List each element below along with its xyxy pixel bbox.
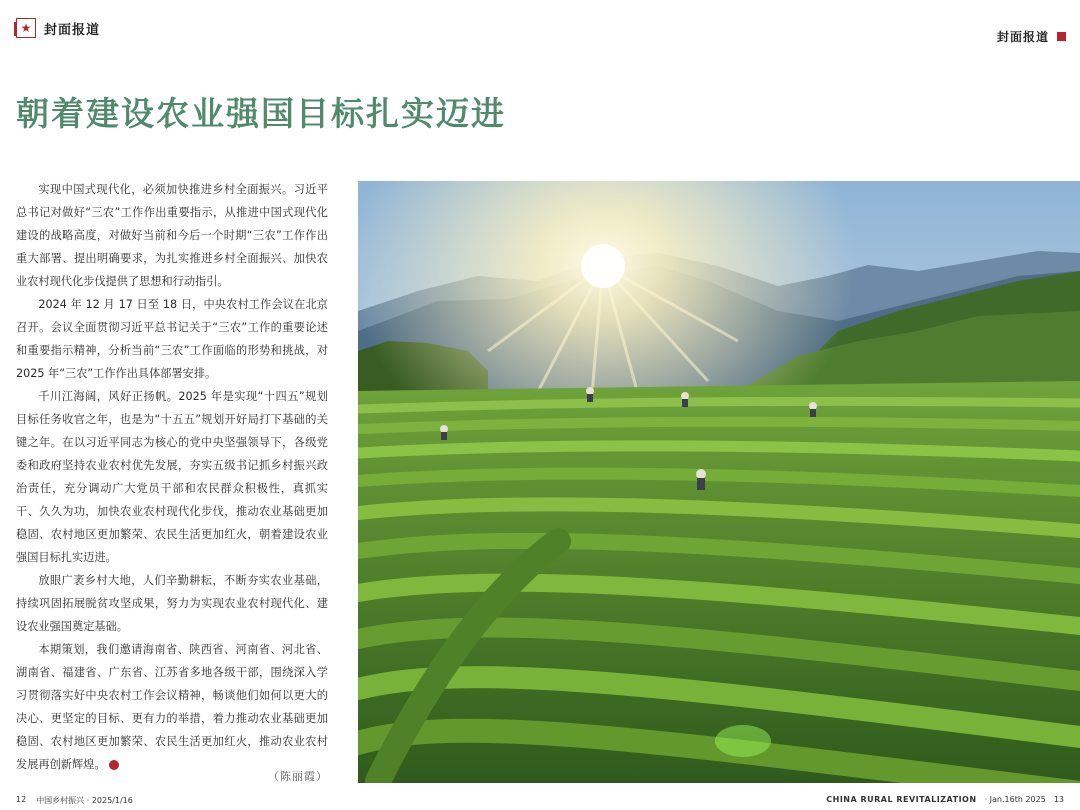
paragraph-3: 千川江海阔，风好正扬帆。2025 年是实现“十四五”规划目标任务收官之年，也是为“十五五”规划开好局打下基础的关键之年。在以习近平同志为核心的党中央坚强领导下，各级党委和政府坚持农业农村优先发展，夯实五级书记抓乡村振兴政治责任，充分调动广大党员干部和农民群众积极性，真抓实干、久久为功，加快农业农村现代化步伐，推动农业基础更加稳固、农村地区更加繁荣、农民生活更加红火，朝着建设农业强国目标扎实迈进。 [16,390,328,564]
paragraph-2: 2024 年 12 月 17 日至 18 日，中央农村工作会议在北京召开。会议全面贯彻习近平总书记关于“三农”工作的重要论述和重要指示精神，分析当前“三农”工作面临的形势和挑战，对 2025 年“三农”工作作出具体部署安排。 [16,298,328,380]
article-body [16,178,328,776]
page-number-left: 12 [16,795,27,804]
footer-right [826,795,1064,804]
footer-left [16,795,133,806]
publication-left: 中国乡村振兴 · 2025/1/16 [36,796,133,805]
header-right [997,28,1066,45]
magazine-logo-icon: ★ [16,18,36,38]
section-label-left: 封面报道 [44,22,101,38]
publication-right: CHINA RURAL REVITALIZATION [826,795,977,804]
header-left [16,18,100,38]
paragraph-5 [16,638,328,776]
issue-date-right: · Jan.16th 2025 [984,795,1046,804]
author-credit: （陈丽霞） [268,770,328,783]
tea-terrace-illustration [358,181,1080,783]
paragraph-4: 放眼广袤乡村大地，人们辛勤耕耘，不断夯实农业基础，持续巩固拓展脱贫攻坚成果，努力为实现农业农村现代化、建设农业强国奠定基础。 [16,574,328,633]
article-title: 朝着建设农业强国目标扎实迈进 [16,94,506,133]
paragraph-5-text: 本期策划，我们邀请海南省、陕西省、河南省、河北省、湖南省、福建省、广东省、江苏省多地各级干部，围绕深入学习贯彻落实好中央农村工作会议精神，畅谈他们如何以更大的决心、更坚定的目标、更有力的举措，着力推动农业基础更加稳固、农村地区更加繁荣、农民生活更加红火，推动农业农村发展再创新辉煌。 [16,643,328,771]
section-label-right: 封面报道 [996,30,1049,44]
red-square-icon [1057,32,1066,41]
page-number-right: 13 [1053,795,1064,804]
tea-terrace-photo [358,181,1080,783]
end-mark-icon [109,760,119,770]
paragraph-1: 实现中国式现代化，必须加快推进乡村全面振兴。习近平总书记对做好“三农”工作作出重要指示，从推进中国式现代化建设的战略高度，对做好当前和今后一个时期“三农”工作作出重大部署、提出明确要求，为扎实推进乡村全面振兴、加快农业农村现代化步伐提供了思想和行动指引。 [16,183,328,288]
